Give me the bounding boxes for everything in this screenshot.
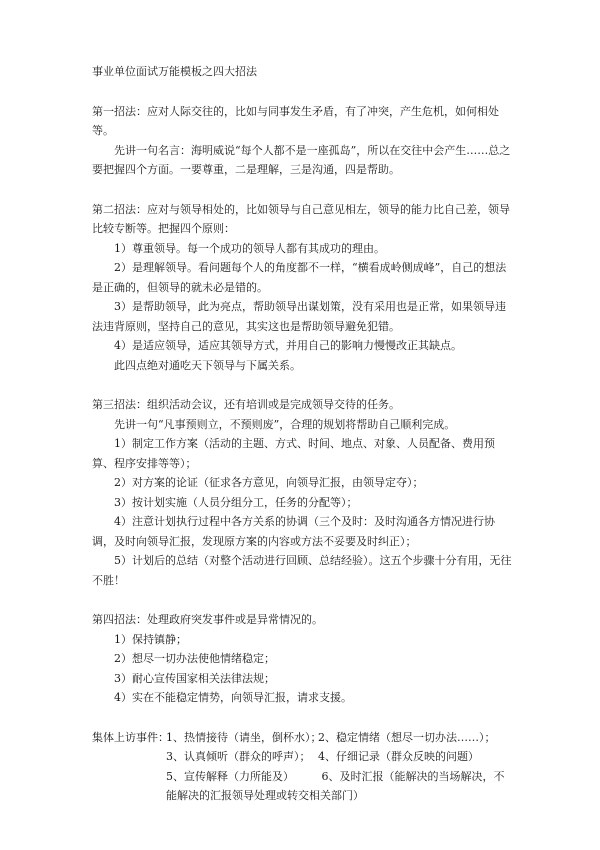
visit-item-3: 3、认真倾听（群众的呼声）； <box>166 750 311 763</box>
section-3-item-5: 5）计划后的总结（对整个活动进行回顾、总结经验）。这五个步骤十分有用，无往不胜！ <box>92 554 512 587</box>
section-4-item-3: 3）耐心宣传国家相关法律法规； <box>114 671 275 685</box>
section-3 <box>92 395 512 590</box>
visit-row-1 <box>92 728 512 748</box>
section-4-item-4: 4）实在不能稳定情势，向领导汇报，请求支援。 <box>114 691 352 704</box>
section-2-item-3: 3）是帮助领导，此为亮点，帮助领导出谋划策，没有采用也是正常，如果领导违法违背原则，坚持自己的意见，其实这也是帮助领导避免犯错。 <box>92 300 506 333</box>
section-3-intro: 先讲一句“凡事预则立，不预则废”，合理的规划将帮助自己顺利完成。 <box>114 417 456 431</box>
section-2-item-2: 2）是理解领导。看问题每个人的角度都不一样，“横看成岭侧成峰”，自己的想法是正确的，但领导的就未必是错的。 <box>92 261 507 294</box>
section-1-heading: 第一招法：应对人际交往的，比如与同事发生矛盾，有了冲突，产生危机，如何相处等。 <box>92 104 499 137</box>
visit-item-1: 1、热情接待（请坐，倒杯水）； <box>166 730 322 744</box>
section-2-heading: 第二招法：应对与领导相处的，比如领导与自己意见相左，领导的能力比自己差，领导比较专断等。把握四个原则： <box>92 202 510 235</box>
visit-heading: 集体上访事件： <box>92 730 169 744</box>
section-3-item-1: 1）制定工作方案（活动的主题、方式、时间、地点、对象、人员配备、费用预算、程序安排等等）； <box>92 437 495 470</box>
section-3-item-4: 4）注意计划执行过程中各方关系的协调（三个及时：及时沟通各方情况进行协调，及时向领导汇报，发现原方案的内容或方法不妥要及时纠正）； <box>92 515 495 548</box>
section-3-item-3: 3）按计划实施（人员分组分工，任务的分配等）； <box>114 495 358 509</box>
section-4 <box>92 610 512 708</box>
section-4-heading: 第四招法：处理政府突发事件或是异常情况的。 <box>92 613 323 626</box>
visit-section <box>92 728 512 806</box>
section-2 <box>92 200 512 376</box>
section-1-paragraph: 先讲一句名言：海明威说“每个人都不是一座孤岛”，所以在交往中会产生……总之要把握四个方面。一要尊重，二是理解，三是沟通，四是帮助。 <box>92 143 511 176</box>
section-4-item-1: 1）保持镇静； <box>114 632 187 646</box>
section-3-heading: 第三招法：组织活动会议，还有培训或是完成领导交待的任务。 <box>92 398 400 411</box>
section-2-item-4: 4）是适应领导，适应其领导方式，并用自己的影响力慢慢改正其缺点。 <box>114 339 462 352</box>
section-3-item-2: 2）对方案的论证（征求各方意见，向领导汇报，由领导定夺）； <box>114 476 424 489</box>
visit-row-3 <box>92 767 512 806</box>
visit-item-2: 2、稳定情绪（想尽一切办法……）； <box>318 730 496 744</box>
visit-item-6: 6、及时汇报（能解决的当场解决，不能解决的汇报领导处理或转交相关部门） <box>166 769 505 802</box>
visit-item-5: 5、宣传解释（力所能及） <box>166 769 294 783</box>
section-2-closing: 此四点绝对通吃天下领导与下属关系。 <box>114 358 301 372</box>
section-1 <box>92 102 512 180</box>
document-title: 事业单位面试万能模板之四大招法 <box>92 65 257 78</box>
visit-row-2 <box>92 747 512 767</box>
visit-item-4: 4、仔细记录（群众反映的问题） <box>318 750 479 763</box>
section-4-item-2: 2）想尽一切办法使他情绪稳定； <box>114 652 275 665</box>
section-2-item-1: 1）尊重领导。每一个成功的领导人都有其成功的理由。 <box>114 241 385 255</box>
